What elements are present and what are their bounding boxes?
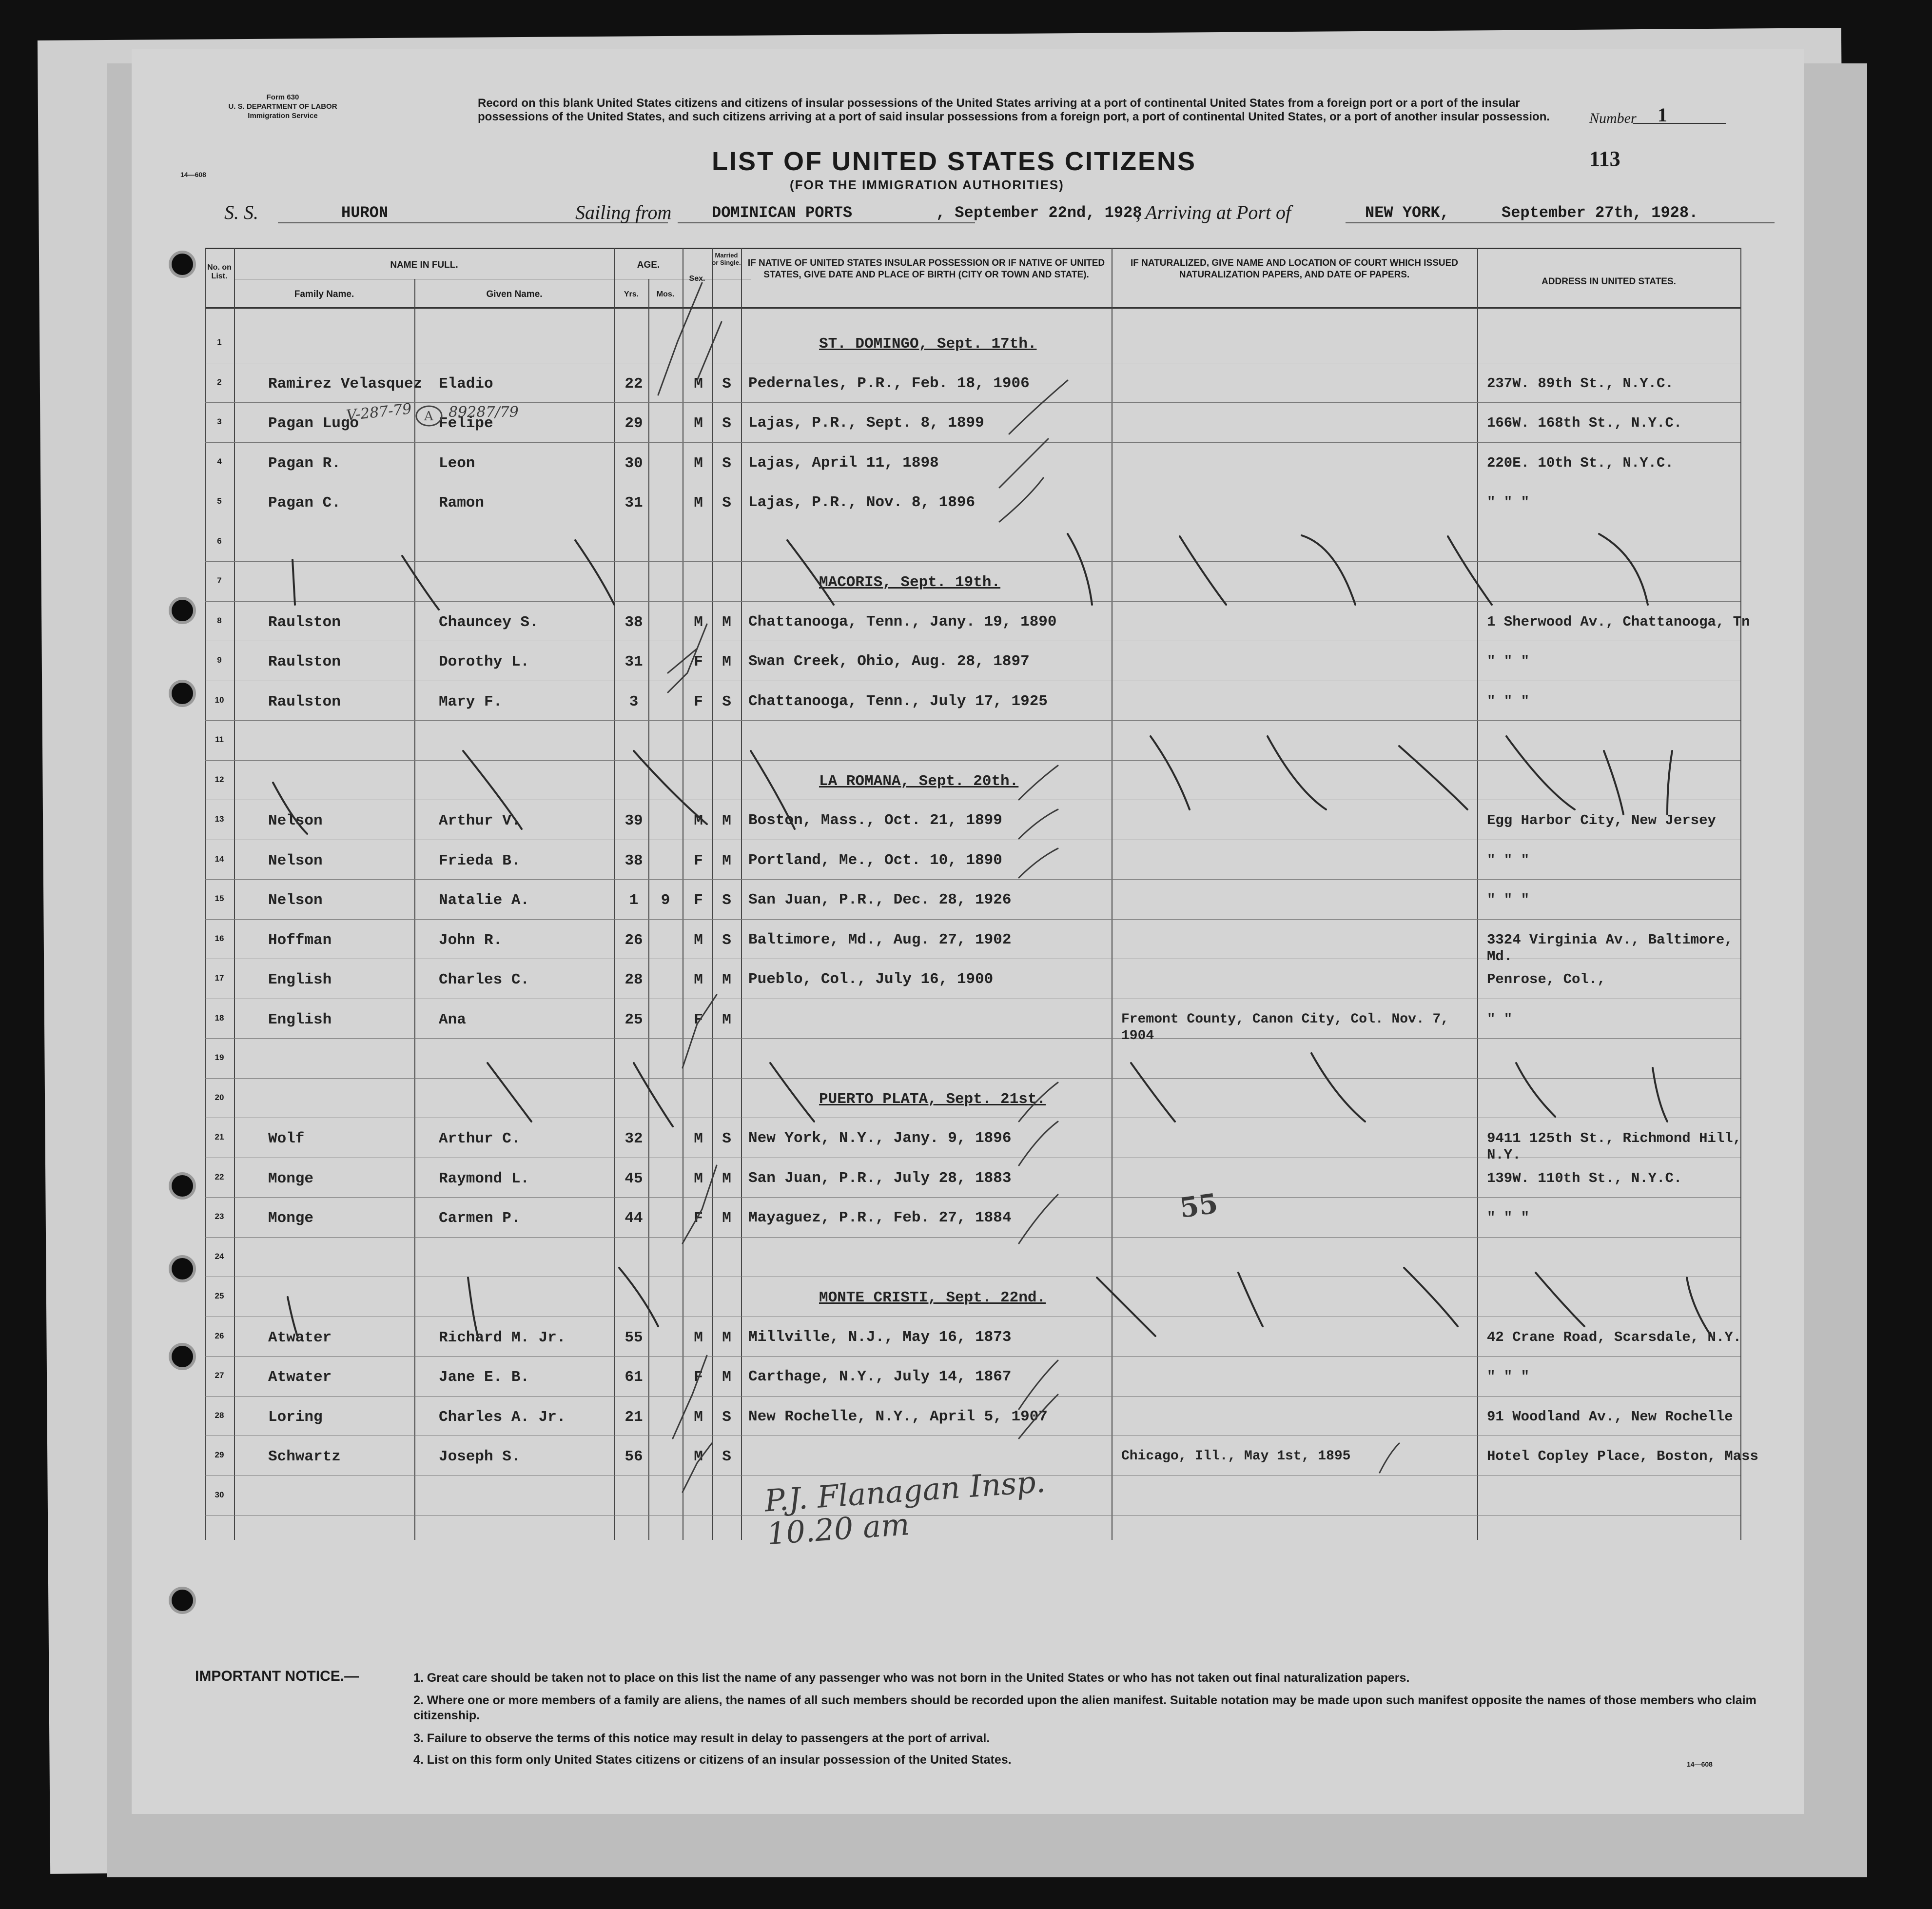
- row-ms: S: [722, 892, 731, 909]
- ss-label: S. S.: [224, 201, 258, 223]
- row-given: Ana: [439, 1011, 466, 1028]
- row-family: Pagan C.: [268, 494, 341, 512]
- number-value: 1: [1658, 104, 1667, 126]
- row-addr: 42 Crane Road, Scarsdale, N.Y.: [1487, 1329, 1742, 1345]
- row-family: Monge: [268, 1210, 314, 1227]
- row-yrs: 22: [624, 375, 643, 393]
- sailing-label: Sailing from: [575, 201, 672, 223]
- row-sex: M: [694, 1408, 703, 1426]
- row-given: John R.: [439, 931, 503, 949]
- row-yrs: 28: [624, 971, 643, 988]
- row-ms: S: [722, 375, 731, 393]
- row-addr: Hotel Copley Place, Boston, Mass: [1487, 1448, 1758, 1464]
- row-yrs: 3: [629, 693, 639, 710]
- row-given: Felipe: [439, 415, 493, 432]
- row-family: Ramirez Velasquez: [268, 375, 423, 393]
- row-yrs: 38: [624, 613, 643, 631]
- row-given: Arthur V.: [439, 812, 521, 829]
- form-number: Form 630: [266, 93, 299, 101]
- row-addr: " " ": [1487, 1210, 1530, 1226]
- service-name: Immigration Service: [248, 112, 318, 120]
- row-family: Nelson: [268, 812, 323, 829]
- section-heading: MACORIS, Sept. 19th.: [819, 574, 1001, 591]
- row-family: English: [268, 1011, 332, 1028]
- sail-date: , September 22nd, 1928: [936, 204, 1142, 222]
- row-ms: S: [722, 931, 731, 949]
- row-number: 18: [215, 1013, 224, 1023]
- row-family: Atwater: [268, 1329, 332, 1346]
- section-heading: MONTE CRISTI, Sept. 22nd.: [819, 1289, 1046, 1306]
- notice-title: IMPORTANT NOTICE.—: [195, 1668, 359, 1684]
- section-heading: ST. DOMINGO, Sept. 17th.: [819, 335, 1037, 353]
- page-subtitle: (FOR THE IMMIGRATION AUTHORITIES): [790, 177, 1064, 192]
- row-number: 16: [215, 933, 224, 943]
- row-number: 2: [217, 377, 222, 387]
- row-family: Hoffman: [268, 931, 332, 949]
- row-birth: New York, N.Y., Jany. 9, 1896: [748, 1130, 1012, 1147]
- row-given: Charles A. Jr.: [439, 1408, 566, 1426]
- row-ms: S: [722, 1130, 731, 1147]
- row-addr: 237W. 89th St., N.Y.C.: [1487, 375, 1674, 392]
- row-given: Carmen P.: [439, 1210, 521, 1227]
- handwritten-file-number: V-287-79: [345, 400, 413, 424]
- row-yrs: 26: [624, 931, 643, 949]
- header-age: AGE.: [637, 260, 660, 270]
- row-sex: M: [694, 1448, 703, 1465]
- row-sex: M: [694, 375, 703, 393]
- row-addr: " ": [1487, 1011, 1513, 1027]
- slash-marks: [132, 49, 1804, 1814]
- row-number: 29: [215, 1450, 224, 1459]
- row-given: Richard M. Jr.: [439, 1329, 566, 1346]
- row-family: Loring: [268, 1408, 323, 1426]
- sailing-from: DOMINICAN PORTS: [712, 204, 853, 222]
- page-title: LIST OF UNITED STATES CITIZENS: [712, 147, 1196, 176]
- row-yrs: 31: [624, 653, 643, 670]
- row-sex: M: [694, 454, 703, 472]
- row-family: Raulston: [268, 693, 341, 710]
- row-number: 3: [217, 417, 222, 426]
- row-addr: 139W. 110th St., N.Y.C.: [1487, 1170, 1682, 1186]
- row-birth: San Juan, P.R., July 28, 1883: [748, 1169, 1012, 1187]
- header-naturalized: IF NATURALIZED, GIVE NAME AND LOCATION OF COURT WHICH ISSUED NATURALIZATION PAPERS, AND DATE OF PAPERS.: [1130, 258, 1458, 280]
- number-label: Number: [1589, 110, 1637, 126]
- row-addr: 166W. 168th St., N.Y.C.: [1487, 415, 1682, 431]
- header-name: NAME IN FULL.: [390, 260, 458, 270]
- row-number: 21: [215, 1132, 224, 1141]
- row-given: Dorothy L.: [439, 653, 530, 670]
- row-addr: " " ": [1487, 653, 1530, 669]
- row-sex: F: [694, 892, 703, 909]
- row-number: 19: [215, 1053, 224, 1062]
- arrival-port: NEW YORK,: [1365, 204, 1449, 222]
- department-name: U. S. DEPARTMENT OF LABOR: [228, 102, 337, 111]
- row-birth: Chattanooga, Tenn., Jany. 19, 1890: [748, 613, 1057, 630]
- row-given: Ramon: [439, 494, 485, 512]
- row-sex: M: [694, 931, 703, 949]
- row-yrs: 30: [624, 454, 643, 472]
- row-family: Nelson: [268, 852, 323, 869]
- row-sex: M: [694, 812, 703, 829]
- row-number: 28: [215, 1410, 224, 1420]
- row-given: Chauncey S.: [439, 613, 539, 631]
- row-number: 26: [215, 1331, 224, 1340]
- form-code: 14—608: [180, 171, 206, 178]
- header-address: ADDRESS IN UNITED STATES.: [1542, 276, 1676, 287]
- row-ms: S: [722, 494, 731, 512]
- row-addr: " " ": [1487, 1369, 1530, 1385]
- row-family: Pagan R.: [268, 454, 341, 472]
- row-number: 13: [215, 814, 224, 824]
- row-number: 5: [217, 496, 222, 506]
- row-yrs: 45: [624, 1170, 643, 1187]
- row-ms: M: [722, 1369, 731, 1386]
- manifest-page: [132, 49, 1804, 1814]
- row-ms: S: [722, 454, 731, 472]
- row-number: 25: [215, 1291, 224, 1300]
- row-yrs: 21: [624, 1408, 643, 1426]
- row-yrs: 29: [624, 415, 643, 432]
- section-heading: PUERTO PLATA, Sept. 21st.: [819, 1090, 1046, 1108]
- row-addr: 220E. 10th St., N.Y.C.: [1487, 454, 1674, 471]
- row-ms: M: [722, 812, 731, 829]
- row-family: Raulston: [268, 653, 341, 670]
- row-addr: " " ": [1487, 892, 1530, 908]
- row-given: Eladio: [439, 375, 493, 393]
- row-ms: M: [722, 653, 731, 670]
- row-number: 10: [215, 695, 224, 705]
- row-number: 4: [217, 456, 222, 466]
- row-family: Schwartz: [268, 1448, 341, 1465]
- row-number: 24: [215, 1251, 224, 1261]
- section-heading: LA ROMANA, Sept. 20th.: [819, 772, 1019, 790]
- row-yrs: 61: [624, 1369, 643, 1386]
- page-number: 113: [1589, 147, 1620, 171]
- row-number: 14: [215, 854, 224, 864]
- row-birth: San Juan, P.R., Dec. 28, 1926: [748, 891, 1012, 908]
- ship-name: HURON: [341, 204, 389, 222]
- arrival-date: September 27th, 1928.: [1502, 204, 1698, 222]
- row-given: Frieda B.: [439, 852, 521, 869]
- row-given: Mary F.: [439, 693, 503, 710]
- notice-item-4: 4. List on this form only United States citizens or citizens of an insular possession of the United States.: [413, 1753, 1012, 1767]
- row-number: 8: [217, 615, 222, 625]
- row-number: 9: [217, 655, 222, 665]
- row-addr: 9411 125th St., Richmond Hill, N.Y.: [1487, 1130, 1742, 1163]
- header-family-name: Family Name.: [294, 289, 354, 299]
- row-number: 23: [215, 1212, 224, 1221]
- row-ms: S: [722, 1448, 731, 1465]
- row-sex: M: [694, 494, 703, 512]
- row-mos: 9: [661, 892, 670, 909]
- row-yrs: 25: [624, 1011, 643, 1028]
- row-given: Joseph S.: [439, 1448, 521, 1465]
- row-ms: M: [722, 1329, 731, 1346]
- row-addr: Penrose, Col.,: [1487, 971, 1606, 987]
- row-ms: S: [722, 415, 731, 432]
- notice-item-1: 1. Great care should be taken not to place on this list the name of any passenger who was not born in the United States or who has not taken out final naturalization papers.: [413, 1671, 1410, 1685]
- row-family: Monge: [268, 1170, 314, 1187]
- row-ms: M: [722, 1170, 731, 1187]
- row-number: 1: [217, 337, 222, 347]
- row-given: Leon: [439, 454, 475, 472]
- inspector-signature: P.J. Flanagan Insp. 10.20 am: [763, 1463, 1047, 1552]
- row-family: English: [268, 971, 332, 988]
- handwritten-file-number-2: 89287/79: [449, 404, 519, 421]
- row-sex: F: [694, 852, 703, 869]
- row-birth: Mayaguez, P.R., Feb. 27, 1884: [748, 1209, 1012, 1226]
- row-birth: Boston, Mass., Oct. 21, 1899: [748, 812, 1002, 829]
- row-given: Jane E. B.: [439, 1369, 530, 1386]
- row-family: Pagan Lugo: [268, 415, 359, 432]
- row-birth: Portland, Me., Oct. 10, 1890: [748, 851, 1002, 869]
- row-number: 22: [215, 1172, 224, 1181]
- row-sex: M: [694, 613, 703, 631]
- row-number: 6: [217, 536, 222, 546]
- row-birth: New Rochelle, N.Y., April 5, 1907: [748, 1408, 1048, 1425]
- arriving-label: , Arriving at Port of: [1136, 201, 1291, 223]
- row-ms: M: [722, 613, 731, 631]
- row-birth: Baltimore, Md., Aug. 27, 1902: [748, 931, 1012, 948]
- row-number: 20: [215, 1092, 224, 1102]
- row-ms: M: [722, 852, 731, 869]
- header-no: No. on List.: [207, 263, 232, 280]
- row-number: 27: [215, 1371, 224, 1380]
- row-number: 30: [215, 1490, 224, 1499]
- row-birth: Lajas, P.R., Sept. 8, 1899: [748, 414, 984, 432]
- row-number: 17: [215, 973, 224, 983]
- row-natz: Fremont County, Canon City, Col. Nov. 7, 1904: [1121, 1011, 1449, 1043]
- row-yrs: 44: [624, 1210, 643, 1227]
- header-birth: IF NATIVE OF UNITED STATES INSULAR POSSESSION OR IF NATIVE OF UNITED STATES, GIVE DATE AND PLACE OF BIRTH (CITY OR TOWN AND STATE).: [747, 258, 1105, 280]
- row-sex: M: [694, 971, 703, 988]
- header-mos: Mos.: [656, 290, 675, 298]
- row-birth: Lajas, P.R., Nov. 8, 1896: [748, 494, 976, 511]
- row-sex: F: [694, 653, 703, 670]
- row-family: Raulston: [268, 613, 341, 631]
- header-sex: Sex.: [689, 275, 705, 283]
- row-addr: " " ": [1487, 852, 1530, 868]
- row-ms: M: [722, 1210, 731, 1227]
- row-yrs: 32: [624, 1130, 643, 1147]
- row-yrs: 38: [624, 852, 643, 869]
- row-number: 12: [215, 774, 224, 784]
- row-family: Atwater: [268, 1369, 332, 1386]
- row-number: 11: [215, 735, 224, 744]
- row-yrs: 56: [624, 1448, 643, 1465]
- row-birth: Lajas, April 11, 1898: [748, 454, 939, 472]
- row-family: Wolf: [268, 1130, 305, 1147]
- notice-item-3: 3. Failure to observe the terms of this notice may result in delay to passengers at the port of arrival.: [413, 1732, 990, 1745]
- row-sex: M: [694, 415, 703, 432]
- row-sex: F: [694, 1210, 703, 1227]
- row-addr: " " ": [1487, 693, 1530, 709]
- row-ms: S: [722, 693, 731, 710]
- notice-item-2: 2. Where one or more members of a family are aliens, the names of all such members should be recorded upon the alien manifest. Suitable notation may be made upon such manifest opposite the names of those members who claim citizenship.: [413, 1693, 1756, 1722]
- row-yrs: 31: [624, 494, 643, 512]
- row-yrs: 39: [624, 812, 643, 829]
- row-sex: M: [694, 1130, 703, 1147]
- row-ms: S: [722, 1408, 731, 1426]
- row-given: Raymond L.: [439, 1170, 530, 1187]
- notice-code: 14—608: [1687, 1760, 1713, 1768]
- row-natz: Chicago, Ill., May 1st, 1895: [1121, 1449, 1351, 1464]
- row-addr: Egg Harbor City, New Jersey: [1487, 812, 1716, 828]
- row-yrs: 1: [629, 892, 639, 909]
- row-ms: M: [722, 1011, 731, 1028]
- row-birth: Carthage, N.Y., July 14, 1867: [748, 1368, 1012, 1385]
- row-birth: Swan Creek, Ohio, Aug. 28, 1897: [748, 653, 1030, 670]
- row-sex: M: [694, 1170, 703, 1187]
- row-addr: 1 Sherwood Av., Chattanooga, Tn: [1487, 613, 1750, 630]
- row-birth: Chattanooga, Tenn., July 17, 1925: [748, 692, 1048, 710]
- row-addr: 3324 Virginia Av., Baltimore, Md.: [1487, 931, 1733, 964]
- row-given: Arthur C.: [439, 1130, 521, 1147]
- header-married-single: Married or Single.: [712, 252, 741, 266]
- svg-text:A: A: [424, 409, 433, 424]
- row-birth: Pedernales, P.R., Feb. 18, 1906: [748, 374, 1030, 392]
- row-birth: Millville, N.J., May 16, 1873: [748, 1328, 1012, 1346]
- row-ms: M: [722, 971, 731, 988]
- row-number: 15: [215, 894, 224, 903]
- row-family: Nelson: [268, 892, 323, 909]
- row-addr: " " ": [1487, 494, 1530, 511]
- header-yrs: Yrs.: [624, 290, 639, 298]
- row-number: 7: [217, 576, 222, 585]
- row-sex: F: [694, 1369, 703, 1386]
- row-addr: 91 Woodland Av., New Rochelle: [1487, 1408, 1733, 1425]
- row-sex: F: [694, 693, 703, 710]
- instructions: Record on this blank United States citizens and citizens of insular possessions of the United States arriving at a port of continental United States from a foreign port or a port of the insular possessions of the United States, and such citizens arriving at a port of said insular possessions from a foreign port, a port of continental United States, or a port of another insular possession.: [478, 97, 1550, 123]
- row-sex: F: [694, 1011, 703, 1028]
- row-birth: Pueblo, Col., July 16, 1900: [748, 971, 994, 988]
- row-yrs: 55: [624, 1329, 643, 1346]
- row-given: Charles C.: [439, 971, 530, 988]
- row-given: Natalie A.: [439, 892, 530, 909]
- header-given-name: Given Name.: [486, 289, 543, 299]
- row-sex: M: [694, 1329, 703, 1346]
- stamp-number: 55: [1177, 1187, 1220, 1225]
